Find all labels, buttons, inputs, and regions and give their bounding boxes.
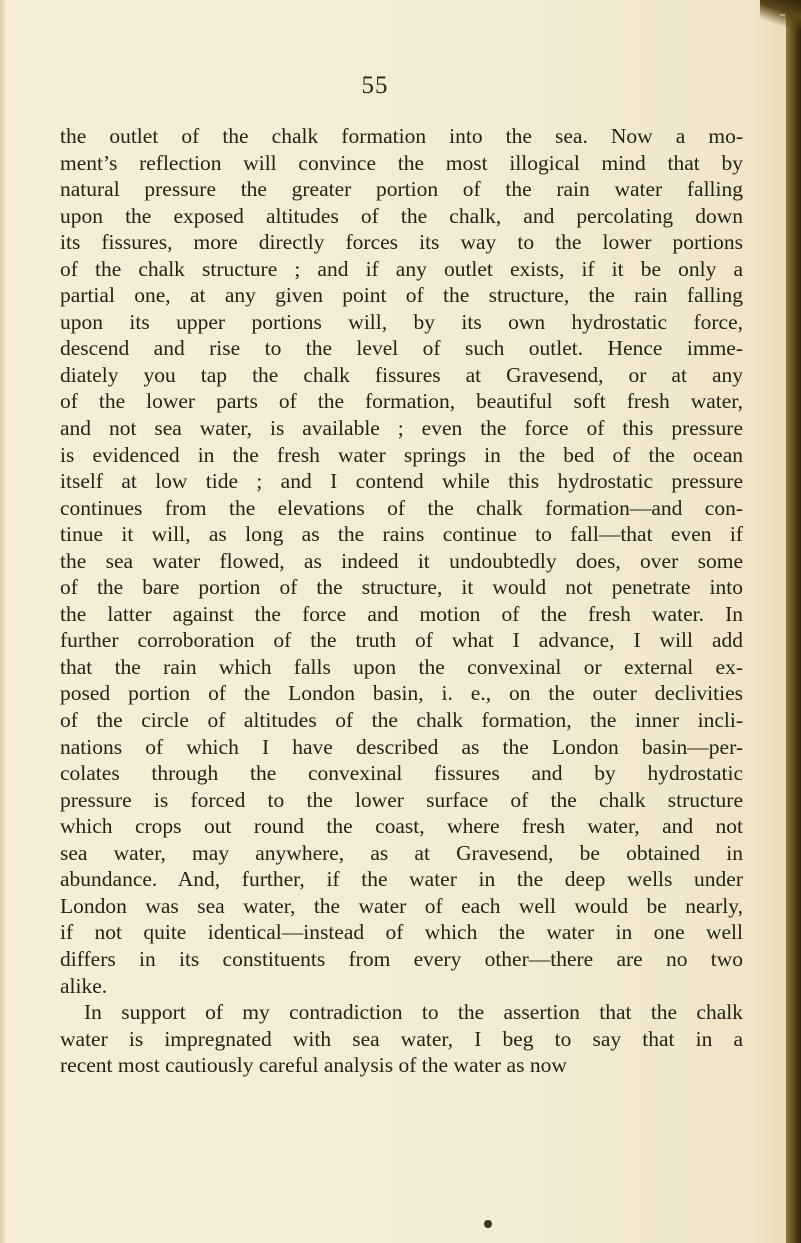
text-line: if not quite identical—instead of which the water in one well (60, 920, 743, 945)
text-line: of the chalk structure ; and if any outlet exists, if it be only a (60, 256, 743, 281)
text-line: alike. (60, 973, 108, 998)
paragraph-2 (60, 999, 743, 1079)
text-line: the latter against the force and motion of the fresh water. In (60, 601, 743, 626)
text-line: In support of my contradiction to the assertion that the chalk (84, 1000, 743, 1025)
text-line: sea water, may anywhere, as at Gravesend, be obtained in (60, 840, 743, 865)
text-line: of the bare portion of the structure, it would not penetrate into (60, 575, 743, 600)
edge-mark (780, 14, 785, 16)
text-line: abundance. And, further, if the water in the deep wells under (60, 867, 743, 892)
text-line: itself at low tide ; and I contend while this hydrostatic pressure (60, 469, 743, 494)
body-text (60, 123, 743, 1079)
text-line: is evidenced in the fresh water springs in the bed of the ocean (60, 442, 743, 467)
text-line: tinue it will, as long as the rains continue to fall—that even if (60, 522, 743, 547)
page-left-edge (0, 0, 6, 1243)
text-line: diately you tap the chalk fissures at Gravesend, or at any (60, 362, 743, 387)
text-line: its fissures, more directly forces its way to the lower portions (60, 230, 743, 255)
text-line: differs in its constituents from every other—there are no two (60, 946, 743, 971)
text-line: natural pressure the greater portion of the rain water falling (60, 177, 743, 202)
book-binding-edge (786, 0, 801, 1243)
text-line: upon its upper portions will, by its own hydrostatic force, (60, 309, 743, 334)
text-line: that the rain which falls upon the convexinal or external ex- (60, 654, 743, 679)
printer-mark (484, 1220, 492, 1228)
page-number: 55 (361, 72, 389, 99)
text-line: upon the exposed altitudes of the chalk, and percolating down (60, 203, 743, 228)
text-line: colates through the convexinal fissures and by hydrostatic (60, 761, 743, 786)
text-line: posed portion of the London basin, i. e., on the outer declivities (60, 681, 743, 706)
text-line: of the circle of altitudes of the chalk formation, the inner incli- (60, 708, 743, 733)
text-line: and not sea water, is available ; even the force of this pressure (60, 416, 743, 441)
text-line: of the lower parts of the formation, beautiful soft fresh water, (60, 389, 743, 414)
paragraph-1 (60, 123, 743, 999)
text-line: which crops out round the coast, where fresh water, and not (60, 814, 743, 839)
text-line: ment’s reflection will convince the most illogical mind that by (60, 150, 743, 175)
text-line: recent most cautiously careful analysis of the water as now (60, 1053, 567, 1078)
text-line: London was sea water, the water of each well would be nearly, (60, 893, 743, 918)
text-line: pressure is forced to the lower surface of the chalk structure (60, 787, 743, 812)
text-line: the sea water flowed, as indeed it undoubtedly does, over some (60, 548, 743, 573)
text-line: the outlet of the chalk formation into the sea. Now a mo- (60, 124, 743, 148)
text-line: continues from the elevations of the chalk formation—and con- (60, 495, 743, 520)
text-line: water is impregnated with sea water, I beg to say that in a (60, 1026, 743, 1051)
text-line: descend and rise to the level of such outlet. Hence imme- (60, 336, 743, 361)
text-line: nations of which I have described as the London basin—per- (60, 734, 743, 759)
text-line: further corroboration of the truth of what I advance, I will add (60, 628, 743, 653)
text-line: partial one, at any given point of the structure, the rain falling (60, 283, 743, 308)
